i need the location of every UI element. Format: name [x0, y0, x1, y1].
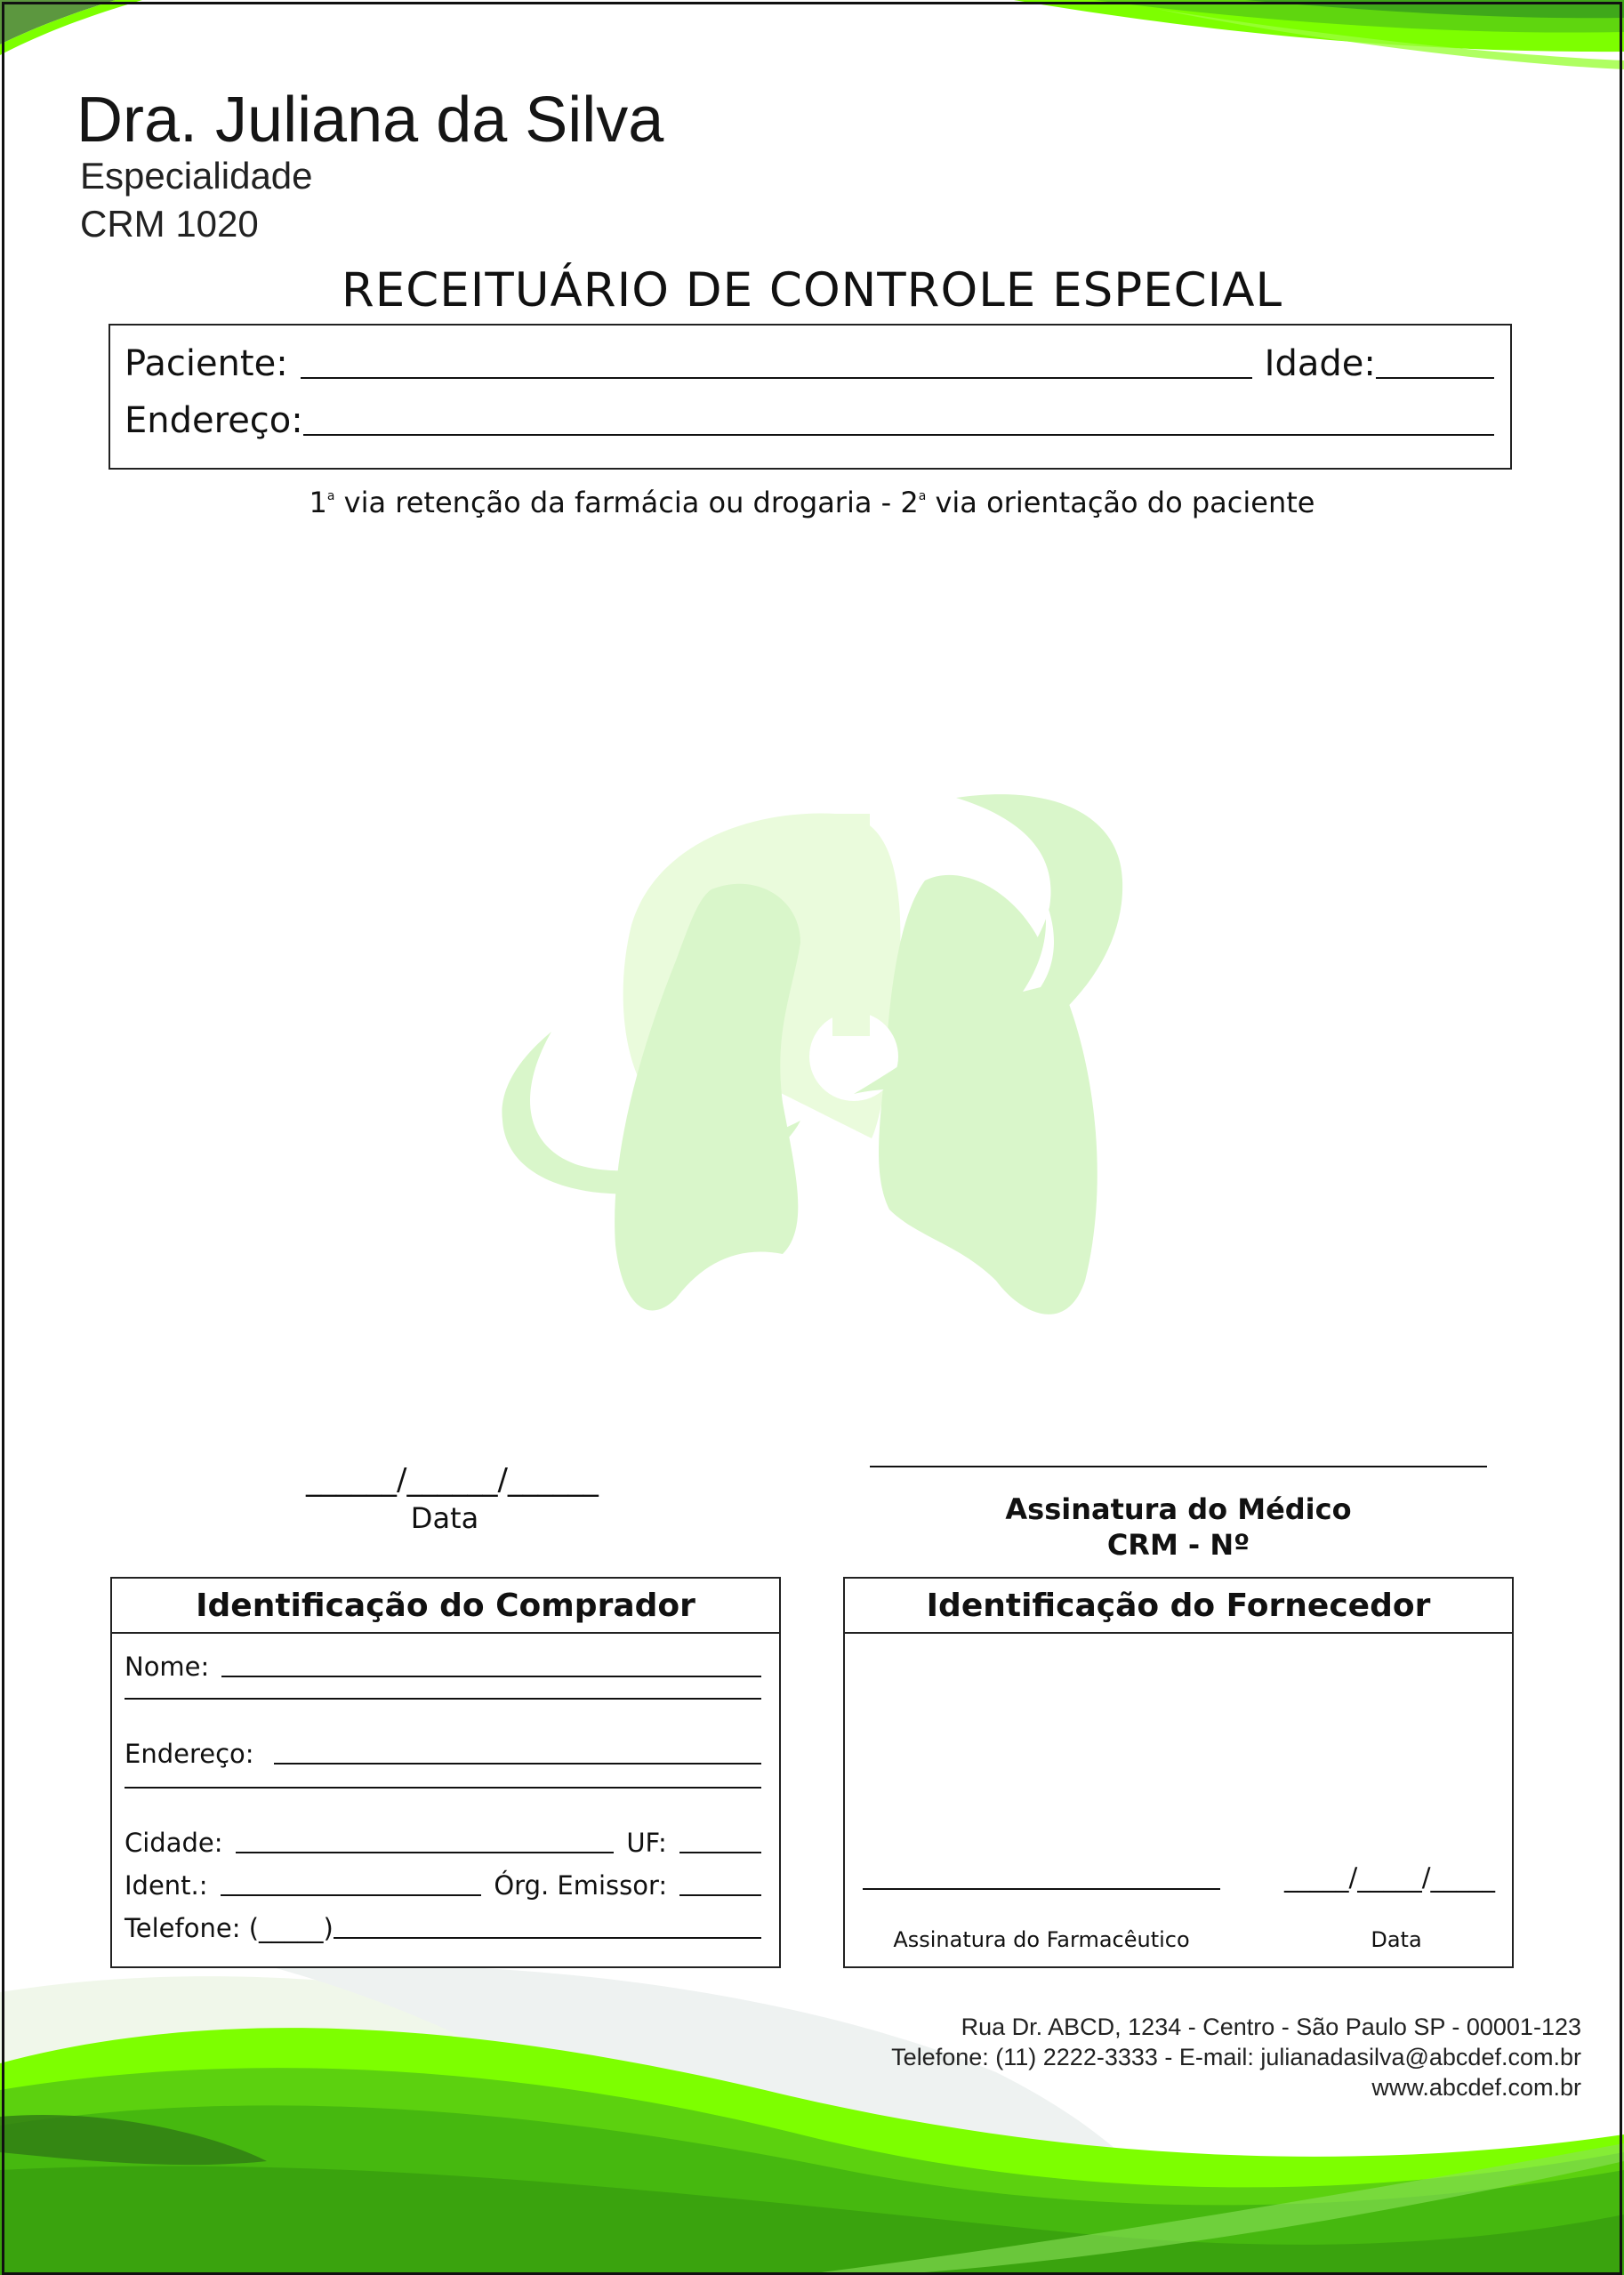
buyer-city-row [125, 1828, 761, 1858]
doctor-crm-label: CRM - Nº [1106, 1528, 1250, 1562]
date-blank[interactable]: ______/______/______ [306, 1462, 599, 1498]
patient-row [125, 343, 1494, 384]
buyer-uf-line[interactable] [679, 1852, 761, 1853]
buyer-name-label: Nome: [125, 1652, 210, 1682]
form-title: RECEITUÁRIO DE CONTROLE ESPECIAL [341, 263, 1283, 318]
buyer-ident-line[interactable] [221, 1894, 482, 1896]
patient-name-line[interactable] [301, 377, 1252, 379]
buyer-phone-label: Telefone: (_____) [125, 1913, 334, 1943]
buyer-ident-label: Ident.: [125, 1870, 208, 1901]
via-2-text: via orientação do paciente [926, 486, 1315, 519]
via-2-ordinal: a [918, 489, 927, 503]
supplier-date-blank[interactable]: _____/_____/_____ [1284, 1862, 1496, 1893]
supplier-id-box [843, 1577, 1514, 1968]
doctor-name: Dra. Juliana da Silva [76, 84, 664, 156]
buyer-address-line[interactable] [274, 1763, 761, 1765]
buyer-id-box [110, 1577, 781, 1968]
buyer-address-row [125, 1739, 761, 1769]
buyer-uf-label: UF: [626, 1828, 667, 1858]
via-1-text: via retenção da farmácia ou drogaria - 2 [334, 486, 919, 519]
doctor-specialty: Especialidade [80, 155, 313, 197]
patient-label: Paciente: [125, 343, 288, 384]
supplier-id-title: Identificação do Fornecedor [845, 1579, 1512, 1634]
age-line[interactable] [1376, 377, 1494, 379]
buyer-issuer-label: Órg. Emissor: [494, 1870, 668, 1901]
pharmacist-signature-label: Assinatura do Farmacêutico [893, 1927, 1190, 1952]
buyer-address-row-2 [125, 1787, 761, 1793]
via-1-ordinal: a [326, 489, 335, 503]
footer-contact [891, 2012, 1581, 2102]
buyer-name-row [125, 1652, 761, 1682]
footer-website[interactable]: www.abcdef.com.br [1371, 2074, 1581, 2101]
doctor-signature-label: Assinatura do Médico [1005, 1492, 1352, 1526]
via-note [0, 486, 1624, 519]
buyer-name-line[interactable] [221, 1676, 761, 1677]
buyer-phone-row [125, 1913, 761, 1943]
buyer-city-label: Cidade: [125, 1828, 223, 1858]
footer-address: Rua Dr. ABCD, 1234 - Centro - São Paulo SP - 00001-123 [961, 2014, 1581, 2040]
buyer-city-line[interactable] [236, 1852, 615, 1853]
date-label: Data [410, 1501, 479, 1535]
address-line[interactable] [303, 434, 1494, 436]
address-label: Endereço: [125, 400, 303, 441]
buyer-phone-line[interactable] [334, 1937, 761, 1939]
buyer-issuer-line[interactable] [679, 1894, 761, 1896]
via-1-number: 1 [309, 486, 327, 519]
footer-phone-email: Telefone: (11) 2222-3333 - E-mail: julianadasilva@abcdef.com.br [891, 2044, 1581, 2070]
buyer-id-title: Identificação do Comprador [112, 1579, 779, 1634]
buyer-name-row-2 [125, 1698, 761, 1704]
patient-info-box [109, 324, 1512, 470]
doctor-signature-line[interactable] [870, 1466, 1487, 1467]
pharmacist-signature-line[interactable] [863, 1888, 1220, 1890]
buyer-name-line-2[interactable] [125, 1698, 761, 1700]
buyer-address-line-2[interactable] [125, 1787, 761, 1789]
supplier-date-label: Data [1371, 1927, 1422, 1952]
doctor-crm: CRM 1020 [80, 203, 259, 245]
address-row [125, 400, 1494, 441]
age-label: Idade: [1264, 343, 1376, 384]
buyer-address-label: Endereço: [125, 1739, 254, 1769]
buyer-ident-row [125, 1870, 761, 1901]
